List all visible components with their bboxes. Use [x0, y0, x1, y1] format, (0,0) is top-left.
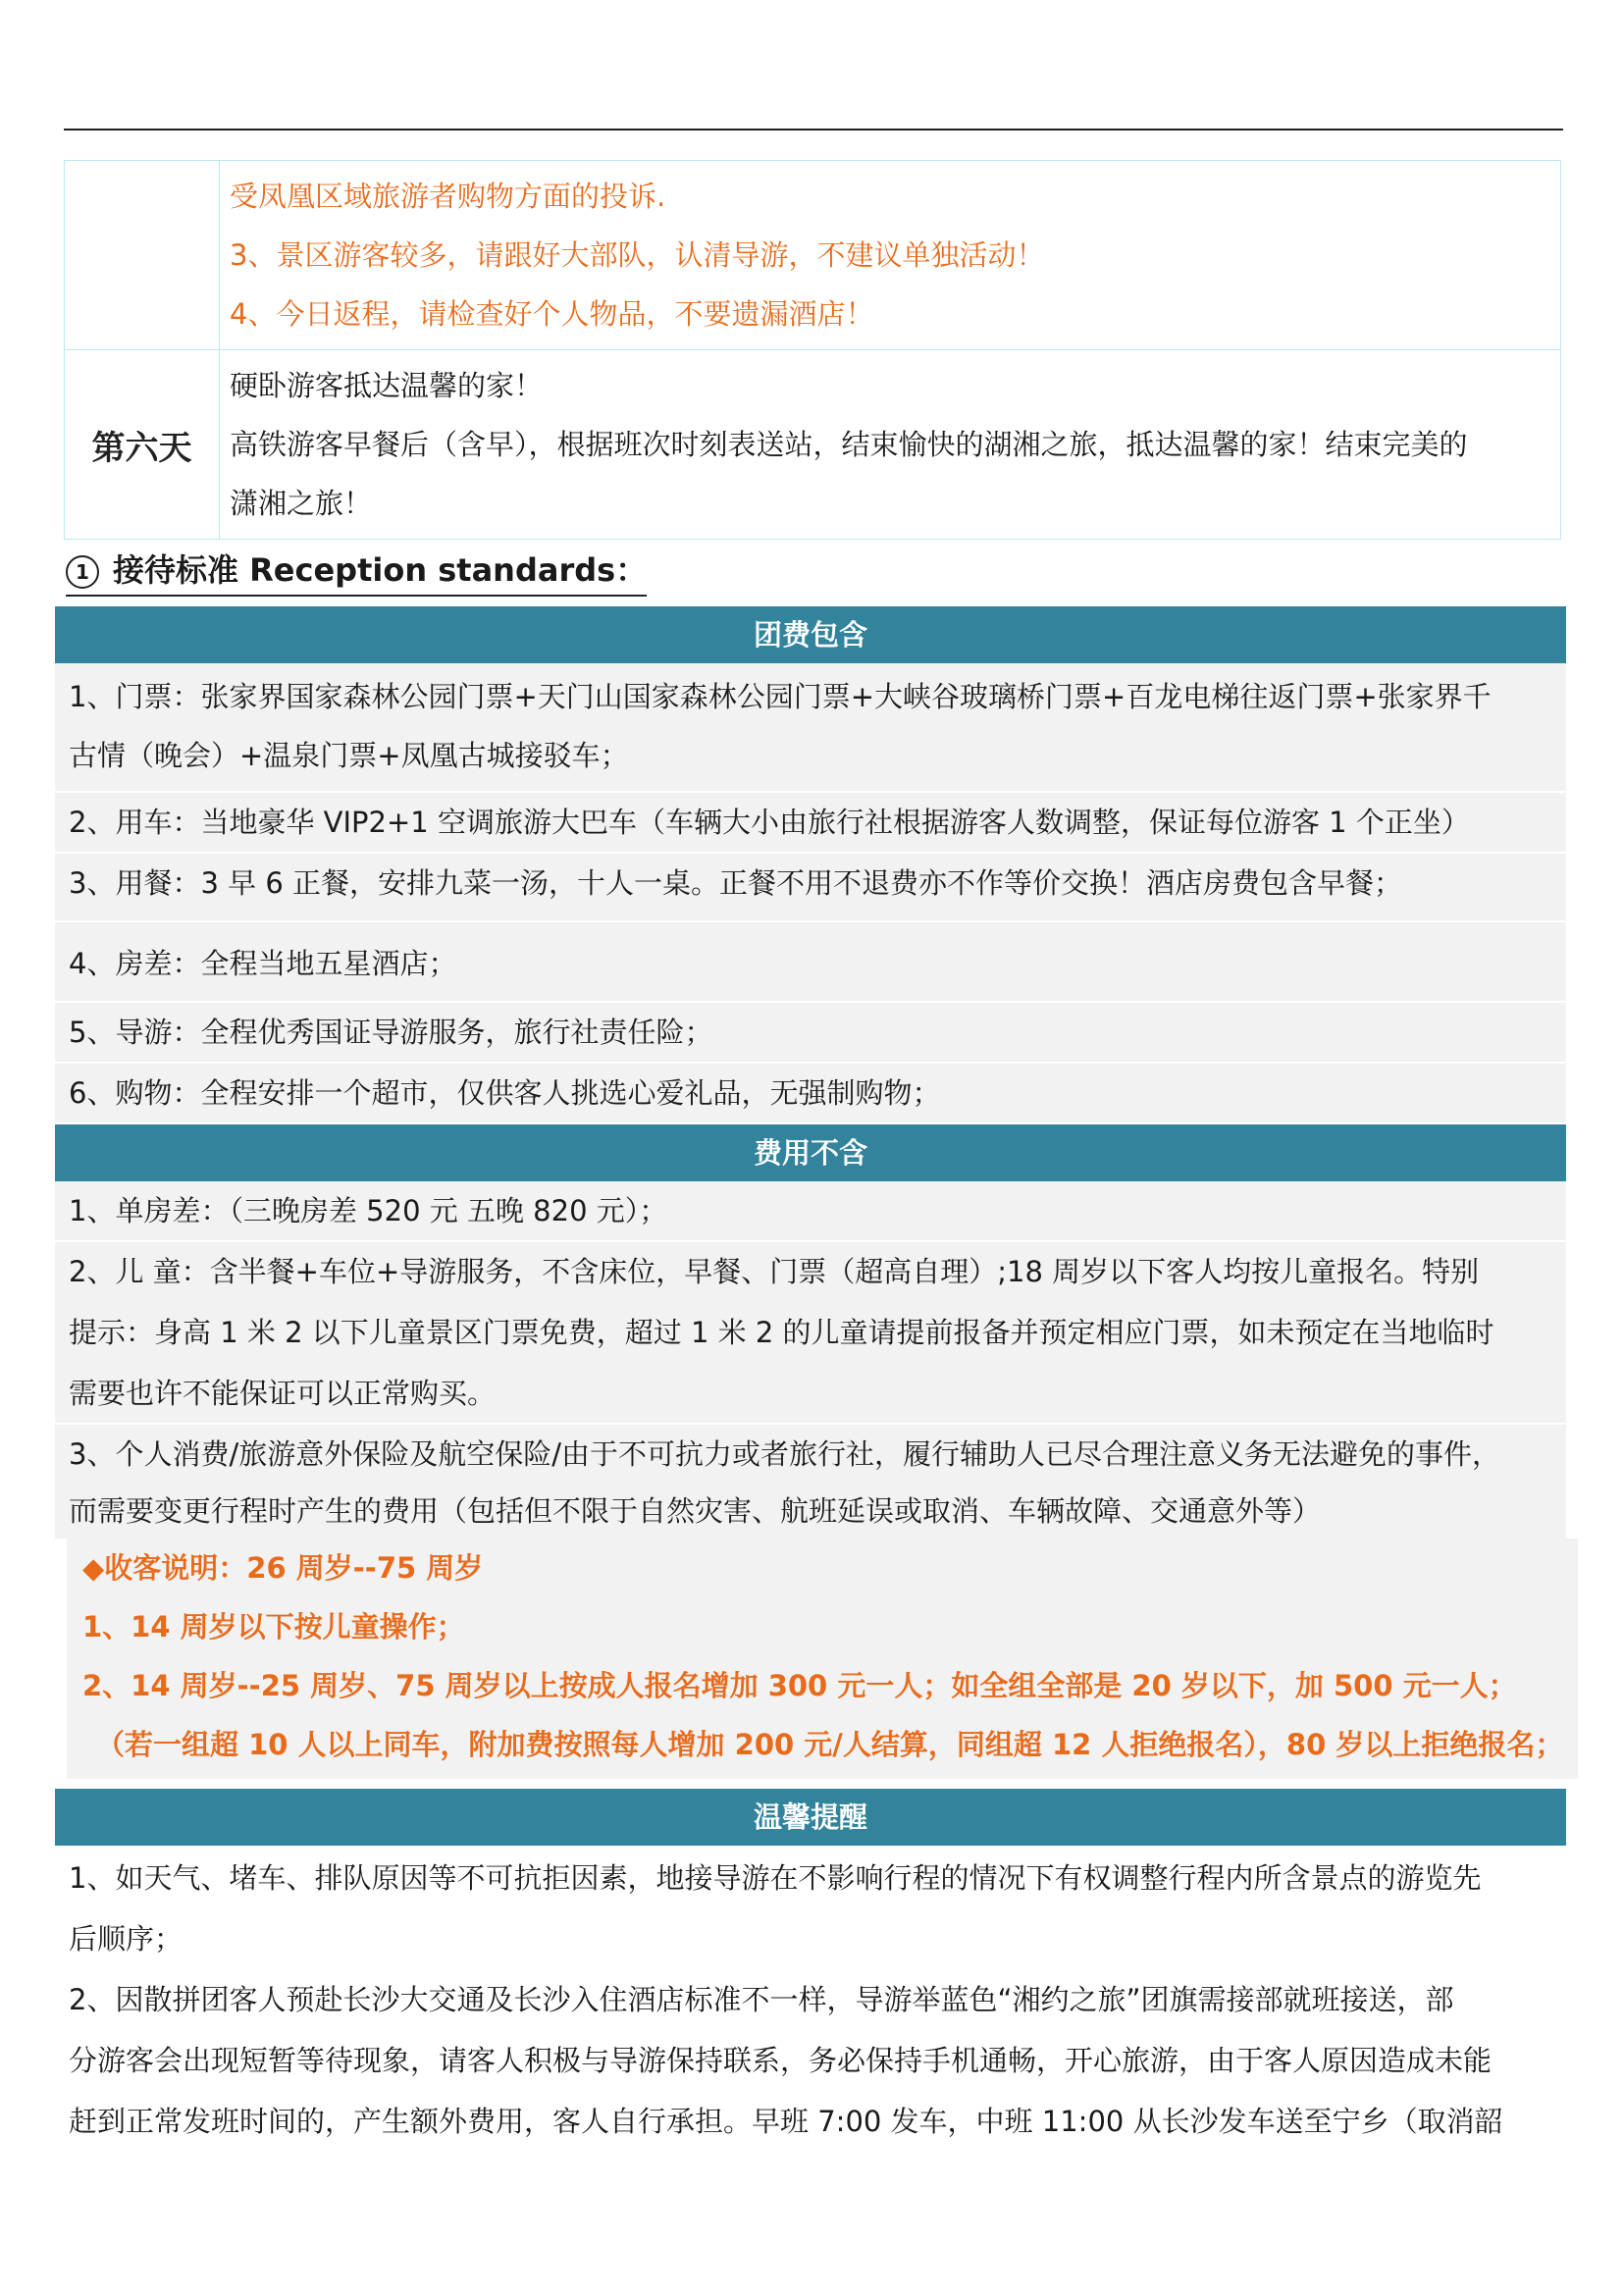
excluded-header: 费用不含 [55, 1124, 1566, 1181]
itinerary-row [65, 350, 1561, 540]
excluded-line: 1、单房差：（三晚房差 520 元 五晚 820 元）； [69, 1194, 668, 1227]
excluded-line: 2、儿 童：含半餐+车位+导游服务，不含床位，早餐、门票（超高自理）;18 周岁以下客人均按儿童报名。特别 [69, 1255, 1480, 1288]
excluded-item [55, 1181, 1566, 1242]
included-line: 3、用餐：3 早 6 正餐，安排九菜一汤，十人一桌。正餐不用不退费亦不作等价交换！酒店房费包含早餐； [69, 866, 1403, 900]
booking-notice [67, 1539, 1578, 1779]
included-line: 4、房差：全程当地五星酒店； [69, 947, 457, 980]
included-item [55, 1064, 1566, 1124]
itinerary-line: 3、景区游客较多，请跟好大部队，认清导游，不建议单独活动！ [230, 238, 1045, 272]
tips-line: 赶到正常发班时间的，产生额外费用，客人自行承担。早班 7:00 发车，中班 11:00 从长沙发车送至宁乡（取消韶 [69, 2105, 1503, 2138]
itinerary-line: 潇湘之旅！ [230, 487, 373, 520]
included-line: 5、导游：全程优秀国证导游服务，旅行社责任险； [69, 1016, 713, 1049]
included-item [55, 663, 1566, 793]
included-item [55, 1003, 1566, 1064]
tips-header: 温馨提醒 [55, 1789, 1566, 1846]
notice-line: （若一组超 10 人以上同车，附加费按照每人增加 200 元/人结算，同组超 12 人拒绝报名），80 岁以上拒绝报名； [96, 1728, 1564, 1761]
itinerary-line: 高铁游客早餐后（含早），根据班次时刻表送站，结束愉快的湖湘之旅，抵达温馨的家！结束完美的 [230, 428, 1468, 461]
included-line: 1、门票：张家界国家森林公园门票+天门山国家森林公园门票+大峡谷玻璃桥门票+百龙电梯往返门票+张家界千 [69, 680, 1492, 713]
included-item [55, 922, 1566, 1003]
notice-line: 1、14 周岁以下按儿童操作； [82, 1610, 465, 1643]
included-line: 6、购物：全程安排一个超市，仅供客人挑选心爱礼品，无强制购物； [69, 1076, 941, 1110]
included-line: 古情（晚会）+温泉门票+凤凰古城接驳车； [69, 739, 629, 772]
tips-line: 1、如天气、堵车、排队原因等不可抗拒因素，地接导游在不影响行程的情况下有权调整行程内所含景点的游览先 [69, 1861, 1482, 1895]
reception-title: 接待标准 Reception standards： [113, 551, 648, 589]
reception-standards-heading [66, 549, 647, 597]
tips-line: 2、因散拼团客人预赴长沙大交通及长沙入住酒店标准不一样，导游举蓝色“湘约之旅”团旗需接部就班接送，部 [69, 1983, 1454, 2016]
included-line: 2、用车：当地豪华 VIP2+1 空调旅游大巴车（车辆大小由旅行社根据游客人数调整，保证每位游客 1 个正坐） [69, 806, 1470, 839]
excluded-line: 需要也许不能保证可以正常购买。 [69, 1377, 497, 1410]
included-item [55, 854, 1566, 922]
day-content [220, 161, 1561, 350]
day-cell [65, 161, 220, 350]
excluded-line: 而需要变更行程时产生的费用（包括但不限于自然灾害、航班延误或取消、车辆故障、交通意外等） [69, 1494, 1322, 1528]
itinerary-table [64, 160, 1561, 540]
tips-line: 分游客会出现短暂等待现象，请客人积极与导游保持联系，务必保持手机通畅，开心旅游，由于客人原因造成未能 [69, 2044, 1493, 2077]
notice-line: ◆收客说明：26 周岁--75 周岁 [82, 1551, 484, 1585]
excluded-item [55, 1242, 1566, 1425]
included-item [55, 793, 1566, 854]
excluded-line: 提示：身高 1 米 2 以下儿童景区门票免费，超过 1 米 2 的儿童请提前报备并预定相应门票，如未预定在当地临时 [69, 1316, 1494, 1349]
circled-number: 1 [66, 555, 99, 589]
itinerary-line: 硬卧游客抵达温馨的家！ [230, 369, 544, 402]
notice-line: 2、14 周岁--25 周岁、75 周岁以上按成人报名增加 300 元一人；如全组全部是 20 岁以下，加 500 元一人； [82, 1669, 1517, 1702]
itinerary-row [65, 161, 1561, 350]
excluded-item [55, 1425, 1566, 1539]
itinerary-line: 受凤凰区域旅游者购物方面的投诉. [230, 180, 666, 213]
excluded-line: 3、个人消费/旅游意外保险及航空保险/由于不可抗力或者旅行社，履行辅助人已尽合理注意义务无法避免的事件， [69, 1437, 1500, 1471]
page-header-rule [64, 129, 1563, 130]
day-content [220, 350, 1561, 540]
itinerary-line: 4、今日返程，请检查好个人物品，不要遗漏酒店！ [230, 297, 874, 331]
included-header: 团费包含 [55, 606, 1566, 663]
day-cell: 第六天 [65, 350, 220, 540]
tips-line: 后顺序； [69, 1922, 183, 1956]
